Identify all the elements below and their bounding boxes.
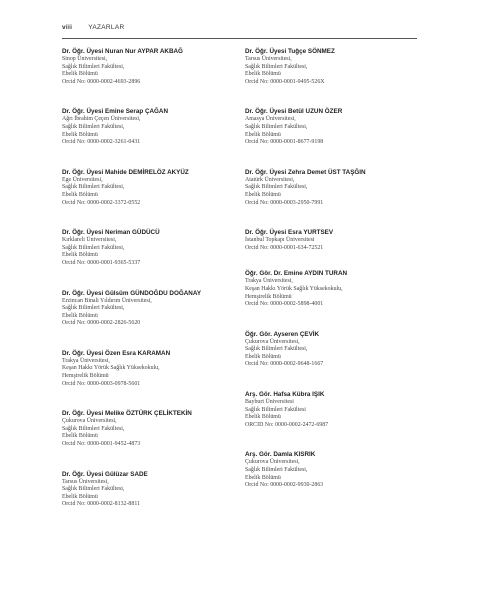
author-entry [245,331,420,369]
author-affiliation-line: Ağrı İbrahim Çeçen Üniversitesi, [62,116,141,123]
author-affiliation-line: Ege Üniversitesi, [62,176,103,183]
author-affiliation-line: Sağlık Bilimleri Fakültesi, [245,467,308,474]
author-entry [245,451,420,489]
author-affiliation-line: Sinop Üniversitesi, [62,56,108,62]
author-affiliation-line: Çukurova Üniversitesi, [62,418,117,425]
author-affiliation-line: Orcid No: 0000-0001-8677-9198 [245,139,324,146]
author-name: Dr. Öğr. Üyesi Mahide DEMİRELÖZ AKYÜZ [62,168,189,176]
author-affiliation-line: Ebelik Bölümü [245,71,281,78]
author-name: Dr. Öğr. Üyesi Gülüzar SADE [62,470,148,478]
author-affiliation-line: Ebelik Bölümü [245,191,281,198]
author-name: Dr. Öğr. Üyesi Esra YURTSEV [245,229,334,237]
page-number: viii [62,24,73,31]
author-name: Dr. Öğr. Üyesi Betül UZUN ÖZER [245,108,343,116]
author-affiliation-line: Trakya Üniversitesi, [245,278,293,285]
left-author-column [62,48,237,509]
author-entry [62,108,237,146]
author-affiliation-line: Orcid No: 0000-0002-5898-4001 [245,301,324,308]
author-affiliation-line: Çukurova Üniversitesi, [245,459,300,466]
author-affiliation-line: Sağlık Bilimleri Fakültesi, [62,63,125,70]
author-affiliation-line: Atatürk Üniversitesi, [245,176,295,183]
author-entry [245,270,420,308]
author-affiliation-line: Kırklareli Üniversitesi, [62,237,117,244]
author-name: Öğr. Gör. Ayseren ÇEVİK [245,330,320,338]
author-affiliation-line: Orcid No: 0000-0003-2950-7991 [245,199,324,206]
author-name: Dr. Öğr. Üyesi Gülsüm GÜNDOĞDU DOĞANAY [62,289,202,297]
author-affiliation-line: Orcid No: 0000-0002-3372-0552 [62,199,141,206]
author-affiliation-line: Hemşirelik Bölümü [245,293,292,300]
author-affiliation-line: Trakya Üniversitesi, [62,357,110,364]
author-affiliation-line: Sağlık Bilimleri Fakültesi, [62,486,125,493]
author-affiliation-line: Sağlık Bilimleri Fakültesi, [62,244,125,251]
author-affiliation-line: Keşan Hakkı Yörük Sağlık Yüksekokulu, [62,365,160,372]
author-entry [62,169,237,207]
author-affiliation-line: Ebelik Bölümü [62,252,98,259]
author-affiliation-line: Hemşirelik Bölümü [62,373,109,380]
page-header [62,24,417,39]
author-affiliation-line: Ebelik Bölümü [245,414,281,421]
author-affiliation-line: Ebelik Bölümü [245,353,281,360]
author-entry [62,410,237,448]
author-entry [62,48,237,86]
author-affiliation-line: Ebelik Bölümü [62,71,98,78]
author-affiliation-line: Sağlık Bilimleri Fakültesi, [62,123,125,130]
author-affiliation-line: Erzincan Binali Yıldırım Üniversitesi, [62,297,152,304]
author-entry [245,169,420,207]
author-affiliation-line: Orcid No: 0000-0002-9930-2863 [245,482,324,489]
author-affiliation-line: ORCID No: 0000-0002-2472-6987 [245,421,329,428]
author-affiliation-line: Orcid No: 0000-0002-4693-2896 [62,78,141,85]
author-name: Arş. Gör. Damla KISRIK [245,451,316,459]
section-title: YAZARLAR [88,24,125,31]
author-entry [245,229,420,252]
author-name: Öğr. Gör. Dr. Emine AYDIN TURAN [245,270,348,278]
author-affiliation-line: Sağlık Bilimleri Fakültesi, [62,425,125,432]
author-affiliation-line: Orcid No: 0000-0002-8132-8811 [62,501,140,508]
author-affiliation-line: Sağlık Bilimleri Fakültesi, [245,123,308,130]
author-name: Dr. Öğr. Üyesi Nuran Nur AYPAR AKBAĞ [62,48,183,55]
author-affiliation-line: Keşan Hakkı Yörük Sağlık Yüksekokulu, [245,285,343,292]
author-affiliation-line: Orcid No: 0000-0002-2826-5620 [62,320,141,327]
author-affiliation-line: Tarsus Üniversitesi, [62,478,109,485]
author-affiliation-line: Tarsus Üniversitesi, [245,56,292,62]
author-name: Dr. Öğr. Üyesi Melike ÖZTÜRK ÇELİKTEKİN [62,410,192,418]
author-entry [62,229,237,267]
author-affiliation-line: Orcid No: 0000-0001-9495-526X [245,78,325,85]
author-affiliation-line: Amasya Üniversitesi, [245,116,296,123]
right-author-column [245,48,420,490]
author-affiliation-line: Orcid No: 0000-0003-0978-5601 [62,380,141,387]
author-entry [62,350,237,388]
author-affiliation-line: Bayburt Üniversitesi [245,399,294,406]
author-affiliation-line: Çukurova Üniversitesi, [245,338,300,345]
author-affiliation-line: Sağlık Bilimleri Fakültesi, [62,305,125,312]
author-affiliation-line: Sağlık Bilimleri Fakültesi, [245,63,308,70]
author-name: Dr. Öğr. Üyesi Tuğçe SÖNMEZ [245,48,335,55]
author-affiliation-line: Sağlık Bilimleri Fakültesi, [245,184,308,191]
author-affiliation-line: Ebelik Bölümü [245,131,281,138]
author-name: Dr. Öğr. Üyesi Emine Serap ÇAĞAN [62,108,169,116]
author-affiliation-line: Ebelik Bölümü [62,433,98,440]
author-entry [245,391,420,429]
author-entry [62,471,237,509]
author-affiliation-line: Ebelik Bölümü [62,493,98,500]
author-entry [62,290,237,328]
author-affiliation-line: Ebelik Bölümü [62,131,98,138]
author-name: Arş. Gör. Hafsa Kübra IŞIK [245,391,325,399]
author-affiliation-line: Orcid No: 0000-0002-9648-1667 [245,361,324,368]
author-affiliation-line: Sağlık Bilimleri Fakültesi, [62,184,125,191]
author-name: Dr. Öğr. Üyesi Zehra Demet ÜST TAŞĞIN [245,168,366,176]
author-affiliation-line: Orcid No: 0000-0001-9365-5337 [62,259,141,266]
author-affiliation-line: Orcid No: 0000-0001-9452-4873 [62,441,141,448]
author-entry [245,48,420,86]
author-affiliation-line: Ebelik Bölümü [62,312,98,319]
author-affiliation-line: Orcid No: 0000-0001-634-72521 [245,244,324,251]
author-affiliation-line: Ebelik Bölümü [245,474,281,481]
author-affiliation-line: Sağlık Bilimleri Fakültesi [245,406,306,413]
author-entry [245,108,420,146]
author-affiliation-line: Orcid No: 0000-0002-3261-0431 [62,139,141,146]
author-name: Dr. Öğr. Üyesi Neriman GÜDÜCÜ [62,229,160,237]
author-affiliation-line: İstanbul Topkapı Üniversitesi [245,237,315,244]
author-affiliation-line: Ebelik Bölümü [62,191,98,198]
author-name: Dr. Öğr. Üyesi Özen Esra KARAMAN [62,349,171,357]
author-affiliation-line: Sağlık Bilimleri Fakültesi, [245,346,308,353]
